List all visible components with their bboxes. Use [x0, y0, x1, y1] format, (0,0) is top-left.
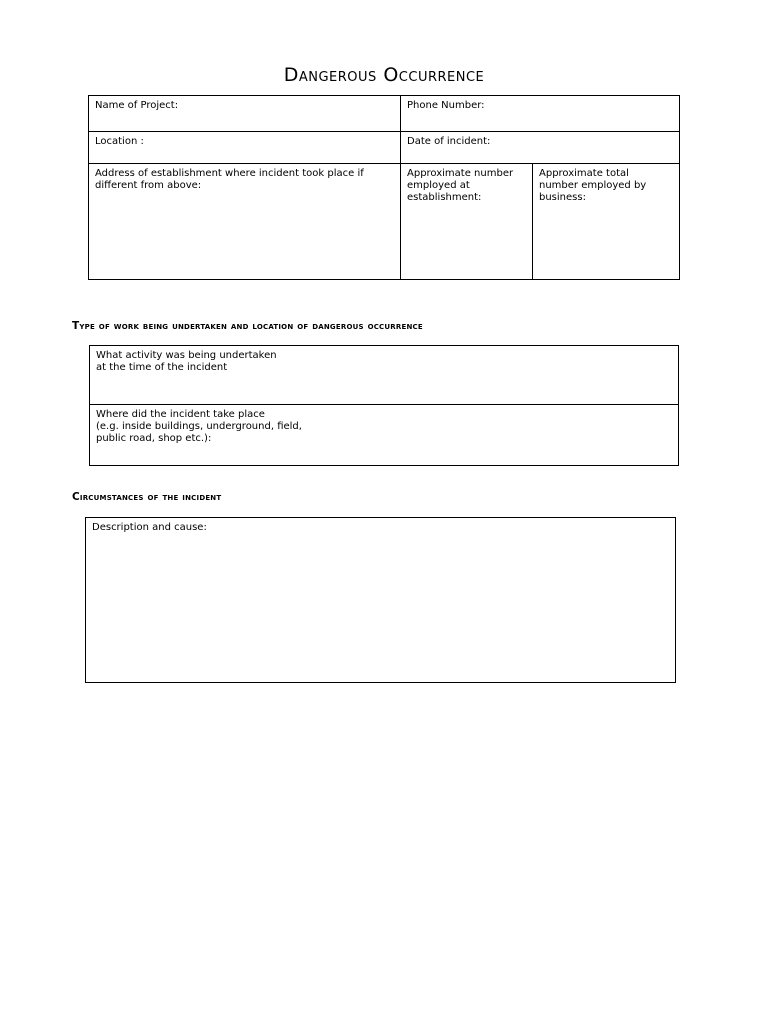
description-and-cause-field[interactable]: Description and cause:: [86, 518, 676, 683]
activity-field[interactable]: What activity was being undertaken at the time of the incident: [90, 346, 679, 405]
name-of-project-field[interactable]: Name of Project:: [89, 96, 401, 132]
document-title: Dangerous Occurrence: [283, 64, 485, 86]
phone-number-field[interactable]: Phone Number:: [401, 96, 680, 132]
address-field[interactable]: Address of establishment where incident took place if different from above:: [89, 164, 401, 280]
date-of-incident-field[interactable]: Date of incident:: [401, 132, 680, 164]
location-field[interactable]: Location :: [89, 132, 401, 164]
approx-employed-business-field[interactable]: Approximate total number employed by business:: [533, 164, 680, 280]
circumstances-section-heading: Circumstances of the incident: [72, 491, 222, 503]
circumstances-table: [85, 517, 676, 683]
approx-employed-establishment-field[interactable]: Approximate number employed at establishment:: [401, 164, 533, 280]
work-section-heading: Type of work being undertaken and location of dangerous occurrence: [72, 320, 423, 332]
work-details-table: [89, 345, 679, 466]
incident-location-field[interactable]: Where did the incident take place (e.g. inside buildings, underground, field, public road, shop etc.):: [90, 405, 679, 466]
project-details-table: [88, 95, 680, 280]
